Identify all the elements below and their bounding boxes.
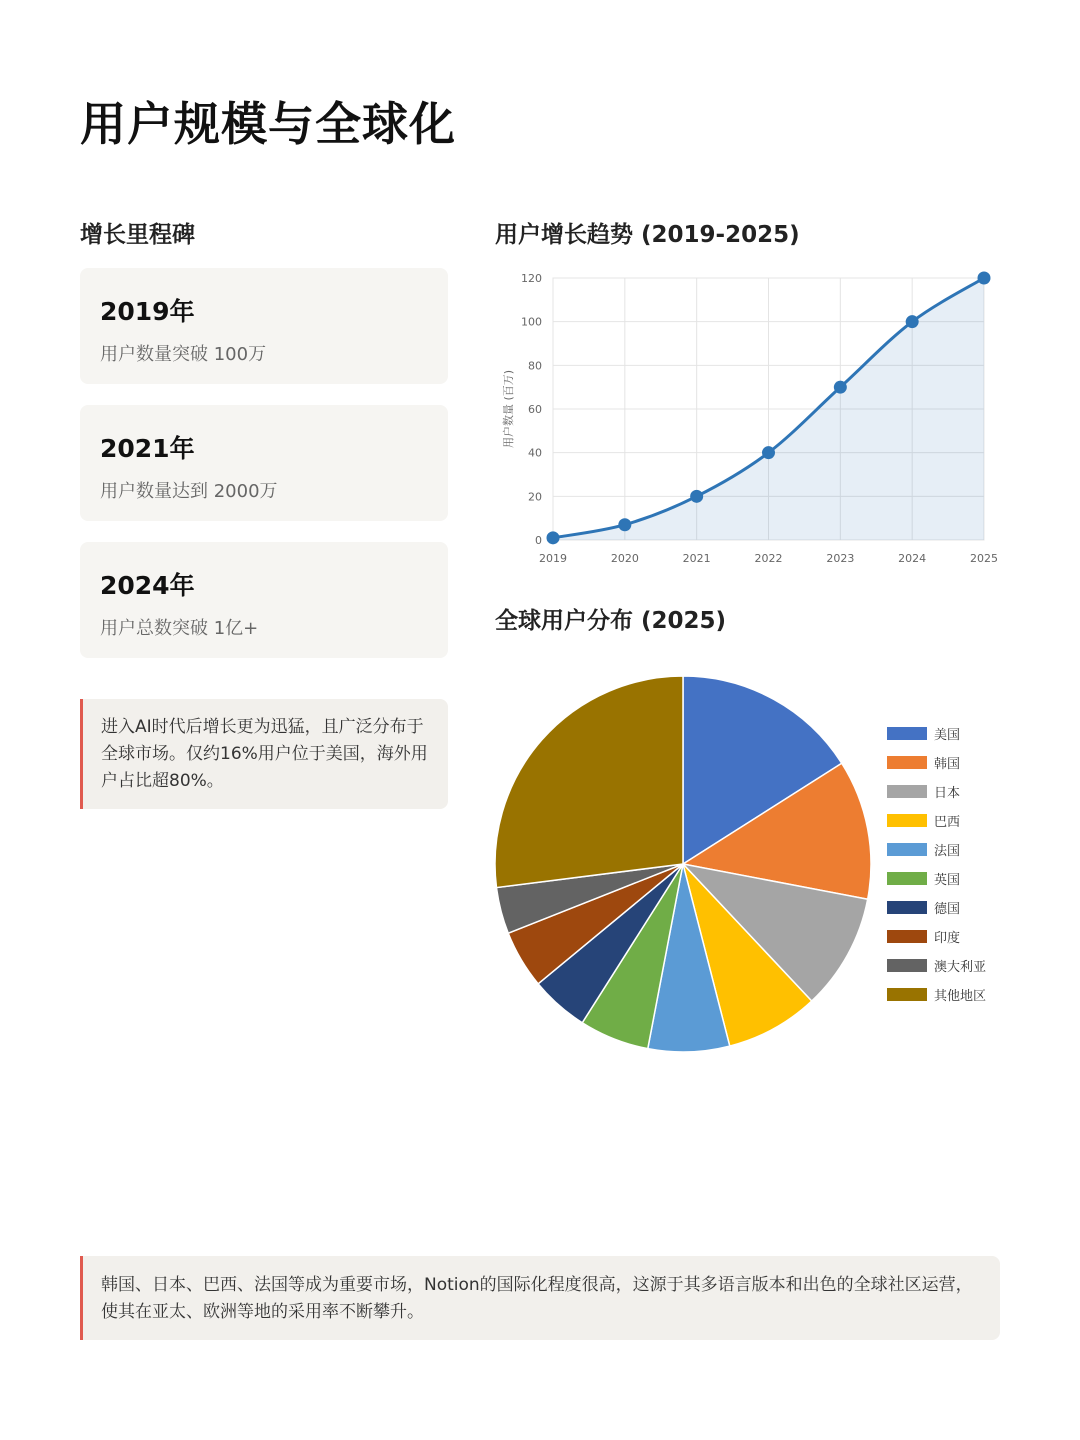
y-tick-label: 40 [528, 446, 542, 460]
legend-label: 韩国 [934, 757, 961, 772]
legend-swatch [887, 785, 927, 798]
milestone-year: 2024年 [100, 571, 195, 600]
milestone-desc: 用户数量突破 100万 [100, 344, 267, 365]
data-point [906, 315, 919, 328]
global-distribution-pie-chart [490, 664, 1010, 1064]
data-point [978, 272, 991, 285]
legend-swatch [887, 843, 927, 856]
legend-swatch [887, 756, 927, 769]
pie-chart-title: 全球用户分布 (2025) [495, 608, 727, 634]
x-tick-label: 2021 [682, 552, 711, 565]
legend-label: 巴西 [934, 815, 961, 830]
legend-label: 日本 [934, 786, 961, 801]
milestone-card-2024 [80, 542, 448, 658]
legend-label: 法国 [934, 844, 961, 859]
milestones-title: 增长里程碑 [80, 222, 195, 248]
page-title: 用户规模与全球化 [80, 97, 456, 151]
milestone-year: 2021年 [100, 434, 195, 463]
legend-swatch [887, 930, 927, 943]
legend-swatch [887, 814, 927, 827]
pie-slice [495, 676, 683, 888]
y-axis-label: 用户数量 (百万) [502, 369, 515, 449]
data-point [618, 518, 631, 531]
x-tick-label: 2019 [539, 552, 567, 565]
legend-label: 澳大利亚 [934, 960, 987, 975]
milestone-desc: 用户数量达到 2000万 [100, 481, 278, 502]
legend-label: 德国 [934, 902, 961, 917]
milestone-card-2019 [80, 268, 448, 384]
y-tick-label: 120 [521, 272, 542, 285]
y-tick-label: 60 [528, 403, 542, 416]
y-tick-label: 80 [528, 359, 542, 373]
data-point [547, 531, 560, 544]
legend-label: 印度 [934, 931, 961, 946]
milestone-desc: 用户总数突破 1亿+ [100, 618, 259, 639]
data-point [690, 490, 703, 503]
legend-label: 美国 [934, 728, 961, 743]
note-international-markets: 韩国、日本、巴西、法国等成为重要市场，Notion的国际化程度很高，这源于其多语言版本和出色的全球社区运营，使其在亚太、欧洲等地的采用率不断攀升。 [80, 1256, 1000, 1340]
y-tick-label: 100 [521, 315, 542, 329]
y-tick-label: 0 [535, 534, 542, 547]
note-global-growth: 进入AI时代后增长更为迅猛，且广泛分布于全球市场。仅约16%用户位于美国，海外用户占比超80%。 [80, 699, 448, 809]
line-chart-title: 用户增长趋势 (2019-2025) [495, 222, 800, 248]
legend-swatch [887, 727, 927, 740]
legend-label: 其他地区 [934, 989, 987, 1004]
milestone-card-2021 [80, 405, 448, 521]
user-growth-line-chart [490, 262, 1010, 582]
x-tick-label: 2024 [898, 552, 927, 565]
legend-label: 英国 [934, 873, 961, 888]
x-tick-label: 2025 [970, 552, 998, 565]
x-tick-label: 2020 [610, 552, 639, 565]
data-point [762, 446, 775, 459]
legend-swatch [887, 872, 927, 885]
data-point [834, 381, 847, 394]
y-tick-label: 20 [528, 490, 542, 504]
legend-swatch [887, 988, 927, 1001]
milestone-year: 2019年 [100, 297, 195, 326]
x-tick-label: 2023 [826, 552, 855, 565]
legend-swatch [887, 901, 927, 914]
x-tick-label: 2022 [754, 552, 783, 565]
legend-swatch [887, 959, 927, 972]
